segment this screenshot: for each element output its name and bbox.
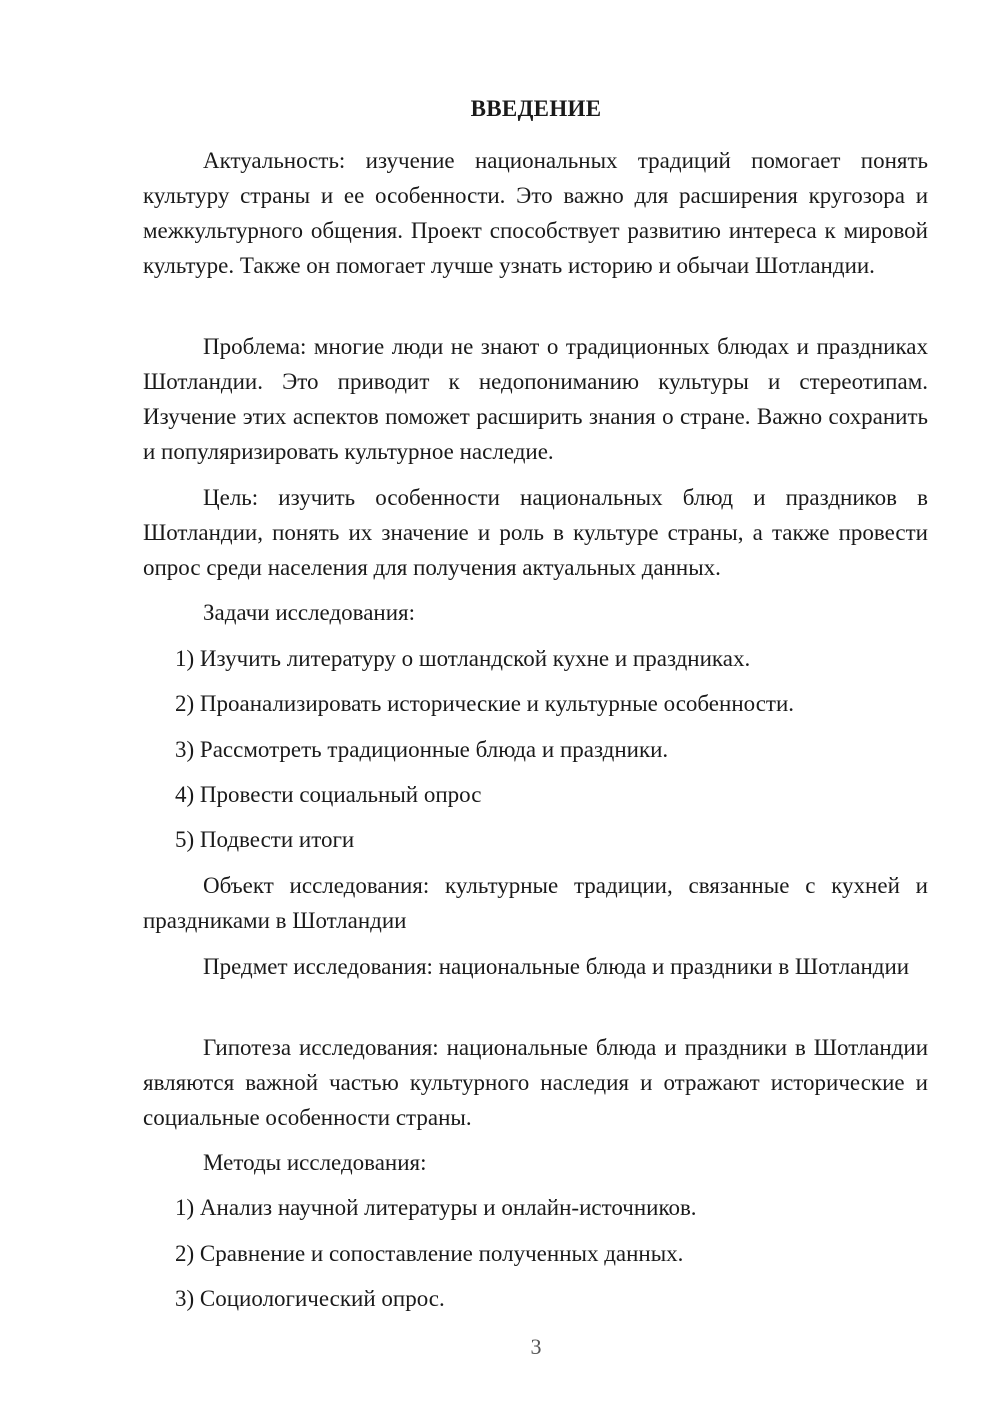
task-item: 3) Рассмотреть традиционные блюда и праздники. (175, 737, 669, 762)
problem-paragraph: Проблема: многие люди не знают о традиционных блюдах и праздниках Шотландии. Это приводит к недопониманию культуры и стереотипам. Изучение этих аспектов поможет расширить знания о стране. Важно сохранить и популяризировать культурное наследие. (143, 334, 928, 464)
task-item: 1) Изучить литературу о шотландской кухне и праздниках. (175, 646, 751, 671)
subject-paragraph: Предмет исследования: национальные блюда и праздники в Шотландии (203, 954, 910, 979)
tasks-heading: Задачи исследования: (203, 600, 416, 625)
task-item: 2) Проанализировать исторические и культурные особенности. (175, 691, 795, 716)
method-item: 1) Анализ научной литературы и онлайн-источников. (175, 1195, 697, 1220)
page-number: 3 (530, 1334, 542, 1359)
task-item: 4) Провести социальный опрос (175, 782, 482, 807)
relevance-paragraph: Актуальность: изучение национальных традиций помогает понять культуру страны и ее особенности. Это важно для расширения кругозора и межкультурного общения. Проект способствует развитию интереса к мировой культуре. Также он помогает лучше узнать историю и обычаи Шотландии. (143, 148, 928, 278)
method-item: 2) Сравнение и сопоставление полученных данных. (175, 1241, 684, 1266)
hypothesis-paragraph: Гипотеза исследования: национальные блюда и праздники в Шотландии являются важной частью культурного наследия и отражают исторические и социальные особенности страны. (143, 1035, 928, 1130)
task-item: 5) Подвести итоги (175, 827, 355, 852)
methods-heading: Методы исследования: (203, 1150, 427, 1175)
goal-paragraph: Цель: изучить особенности национальных блюд и праздников в Шотландии, понять их значение и роль в культуре страны, а также провести опрос среди населения для получения актуальных данных. (143, 485, 928, 580)
method-item: 3) Социологический опрос. (175, 1286, 445, 1311)
page-title: ВВЕДЕНИЕ (470, 96, 602, 121)
object-paragraph: Объект исследования: культурные традиции, связанные с кухней и праздниками в Шотландии (143, 873, 928, 933)
